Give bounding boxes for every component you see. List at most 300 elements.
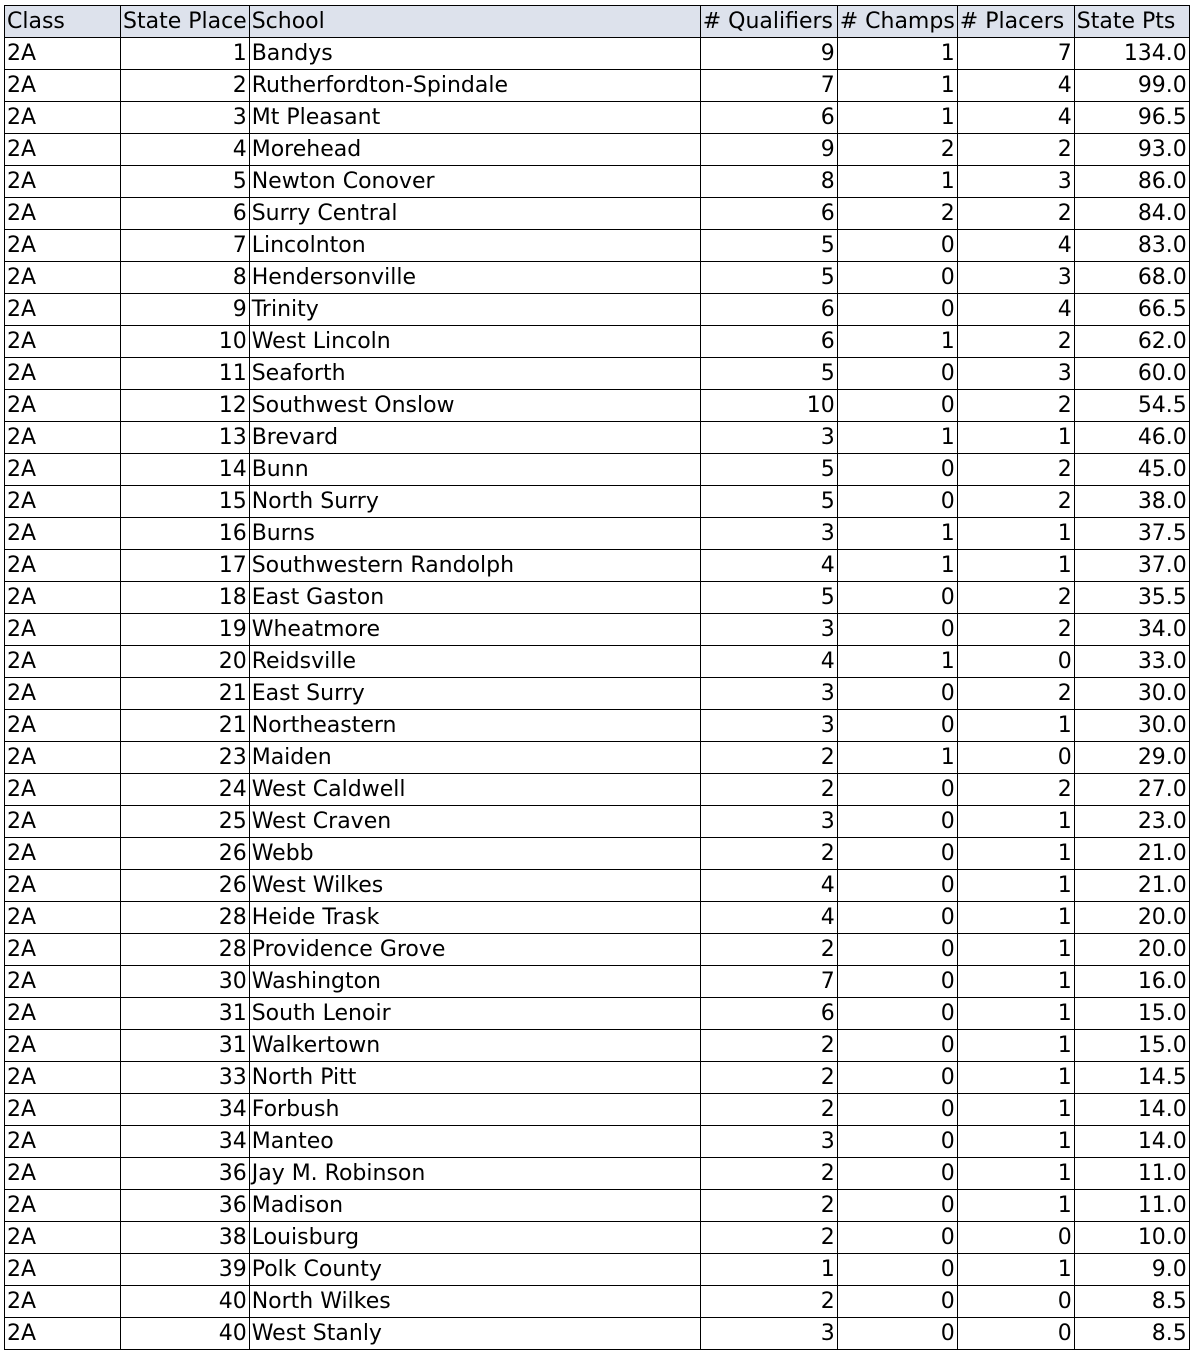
cell-qualifiers[interactable]: 7 bbox=[700, 70, 837, 102]
cell-champs[interactable]: 0 bbox=[837, 294, 957, 326]
cell-school[interactable]: North Pitt bbox=[249, 1062, 700, 1094]
cell-school[interactable]: Seaforth bbox=[249, 358, 700, 390]
cell-state-place[interactable]: 26 bbox=[121, 870, 250, 902]
cell-class[interactable]: 2A bbox=[5, 1254, 121, 1286]
cell-qualifiers[interactable]: 4 bbox=[700, 870, 837, 902]
table-row bbox=[5, 774, 1190, 806]
cell-placers[interactable]: 0 bbox=[957, 646, 1074, 678]
cell-qualifiers[interactable]: 2 bbox=[700, 742, 837, 774]
cell-class[interactable]: 2A bbox=[5, 518, 121, 550]
cell-class[interactable]: 2A bbox=[5, 390, 121, 422]
cell-state-place[interactable]: 19 bbox=[121, 614, 250, 646]
cell-school[interactable]: Southwest Onslow bbox=[249, 390, 700, 422]
cell-state-place[interactable]: 18 bbox=[121, 582, 250, 614]
cell-class[interactable]: 2A bbox=[5, 230, 121, 262]
cell-champs[interactable]: 0 bbox=[837, 870, 957, 902]
cell-state-place[interactable]: 39 bbox=[121, 1254, 250, 1286]
cell-state-pts[interactable]: 21.0 bbox=[1074, 838, 1189, 870]
cell-qualifiers[interactable]: 6 bbox=[700, 102, 837, 134]
cell-qualifiers[interactable]: 6 bbox=[700, 998, 837, 1030]
cell-school[interactable]: Wheatmore bbox=[249, 614, 700, 646]
cell-state-place[interactable]: 4 bbox=[121, 134, 250, 166]
cell-state-pts[interactable]: 96.5 bbox=[1074, 102, 1189, 134]
cell-placers[interactable]: 1 bbox=[957, 1030, 1074, 1062]
cell-class[interactable]: 2A bbox=[5, 966, 121, 998]
cell-class[interactable]: 2A bbox=[5, 1094, 121, 1126]
cell-placers[interactable]: 1 bbox=[957, 1254, 1074, 1286]
cell-qualifiers[interactable]: 2 bbox=[700, 1222, 837, 1254]
cell-state-pts[interactable]: 20.0 bbox=[1074, 902, 1189, 934]
cell-school[interactable]: West Lincoln bbox=[249, 326, 700, 358]
cell-champs[interactable]: 1 bbox=[837, 550, 957, 582]
cell-school[interactable]: East Gaston bbox=[249, 582, 700, 614]
cell-placers[interactable]: 1 bbox=[957, 710, 1074, 742]
cell-qualifiers[interactable]: 5 bbox=[700, 486, 837, 518]
cell-qualifiers[interactable]: 9 bbox=[700, 38, 837, 70]
cell-class[interactable]: 2A bbox=[5, 934, 121, 966]
cell-class[interactable]: 2A bbox=[5, 1190, 121, 1222]
cell-placers[interactable]: 0 bbox=[957, 1318, 1074, 1350]
cell-state-place[interactable]: 17 bbox=[121, 550, 250, 582]
cell-placers[interactable]: 3 bbox=[957, 358, 1074, 390]
cell-qualifiers[interactable]: 4 bbox=[700, 902, 837, 934]
cell-champs[interactable]: 0 bbox=[837, 262, 957, 294]
cell-placers[interactable]: 1 bbox=[957, 1126, 1074, 1158]
cell-state-pts[interactable]: 35.5 bbox=[1074, 582, 1189, 614]
cell-champs[interactable]: 0 bbox=[837, 582, 957, 614]
cell-school[interactable]: Heide Trask bbox=[249, 902, 700, 934]
cell-class[interactable]: 2A bbox=[5, 294, 121, 326]
cell-state-place[interactable]: 34 bbox=[121, 1094, 250, 1126]
cell-qualifiers[interactable]: 6 bbox=[700, 294, 837, 326]
cell-qualifiers[interactable]: 4 bbox=[700, 646, 837, 678]
cell-class[interactable]: 2A bbox=[5, 38, 121, 70]
cell-school[interactable]: Forbush bbox=[249, 1094, 700, 1126]
cell-placers[interactable]: 1 bbox=[957, 870, 1074, 902]
cell-class[interactable]: 2A bbox=[5, 806, 121, 838]
cell-champs[interactable]: 0 bbox=[837, 230, 957, 262]
cell-state-place[interactable]: 40 bbox=[121, 1286, 250, 1318]
cell-class[interactable]: 2A bbox=[5, 326, 121, 358]
cell-state-pts[interactable]: 83.0 bbox=[1074, 230, 1189, 262]
cell-school[interactable]: Hendersonville bbox=[249, 262, 700, 294]
header-placers[interactable]: # Placers bbox=[957, 6, 1074, 38]
cell-placers[interactable]: 1 bbox=[957, 518, 1074, 550]
cell-champs[interactable]: 1 bbox=[837, 518, 957, 550]
cell-champs[interactable]: 0 bbox=[837, 934, 957, 966]
cell-champs[interactable]: 0 bbox=[837, 1126, 957, 1158]
cell-champs[interactable]: 0 bbox=[837, 966, 957, 998]
cell-state-place[interactable]: 34 bbox=[121, 1126, 250, 1158]
cell-placers[interactable]: 1 bbox=[957, 806, 1074, 838]
cell-qualifiers[interactable]: 10 bbox=[700, 390, 837, 422]
cell-state-place[interactable]: 33 bbox=[121, 1062, 250, 1094]
cell-champs[interactable]: 1 bbox=[837, 166, 957, 198]
cell-champs[interactable]: 0 bbox=[837, 358, 957, 390]
cell-state-place[interactable]: 14 bbox=[121, 454, 250, 486]
table-row bbox=[5, 262, 1190, 294]
cell-placers[interactable]: 4 bbox=[957, 230, 1074, 262]
cell-champs[interactable]: 0 bbox=[837, 614, 957, 646]
cell-state-pts[interactable]: 45.0 bbox=[1074, 454, 1189, 486]
cell-school[interactable]: West Caldwell bbox=[249, 774, 700, 806]
cell-champs[interactable]: 0 bbox=[837, 1190, 957, 1222]
cell-placers[interactable]: 1 bbox=[957, 1190, 1074, 1222]
cell-state-pts[interactable]: 37.5 bbox=[1074, 518, 1189, 550]
cell-champs[interactable]: 1 bbox=[837, 326, 957, 358]
cell-state-place[interactable]: 36 bbox=[121, 1190, 250, 1222]
cell-school[interactable]: Madison bbox=[249, 1190, 700, 1222]
cell-class[interactable]: 2A bbox=[5, 262, 121, 294]
cell-placers[interactable]: 1 bbox=[957, 550, 1074, 582]
cell-class[interactable]: 2A bbox=[5, 1318, 121, 1350]
header-class[interactable]: Class bbox=[5, 6, 121, 38]
cell-school[interactable]: Providence Grove bbox=[249, 934, 700, 966]
cell-champs[interactable]: 2 bbox=[837, 198, 957, 230]
cell-state-place[interactable]: 6 bbox=[121, 198, 250, 230]
cell-champs[interactable]: 0 bbox=[837, 710, 957, 742]
cell-champs[interactable]: 0 bbox=[837, 1254, 957, 1286]
cell-state-place[interactable]: 11 bbox=[121, 358, 250, 390]
cell-state-pts[interactable]: 46.0 bbox=[1074, 422, 1189, 454]
cell-placers[interactable]: 4 bbox=[957, 102, 1074, 134]
cell-placers[interactable]: 3 bbox=[957, 262, 1074, 294]
cell-qualifiers[interactable]: 2 bbox=[700, 1030, 837, 1062]
cell-champs[interactable]: 0 bbox=[837, 774, 957, 806]
cell-state-pts[interactable]: 14.0 bbox=[1074, 1094, 1189, 1126]
cell-class[interactable]: 2A bbox=[5, 454, 121, 486]
cell-state-pts[interactable]: 93.0 bbox=[1074, 134, 1189, 166]
cell-state-place[interactable]: 9 bbox=[121, 294, 250, 326]
cell-champs[interactable]: 1 bbox=[837, 102, 957, 134]
cell-state-pts[interactable]: 38.0 bbox=[1074, 486, 1189, 518]
cell-qualifiers[interactable]: 2 bbox=[700, 1062, 837, 1094]
cell-qualifiers[interactable]: 2 bbox=[700, 1190, 837, 1222]
cell-state-pts[interactable]: 86.0 bbox=[1074, 166, 1189, 198]
cell-class[interactable]: 2A bbox=[5, 1062, 121, 1094]
cell-placers[interactable]: 1 bbox=[957, 902, 1074, 934]
cell-placers[interactable]: 4 bbox=[957, 294, 1074, 326]
cell-state-place[interactable]: 5 bbox=[121, 166, 250, 198]
cell-state-place[interactable]: 31 bbox=[121, 1030, 250, 1062]
cell-champs[interactable]: 0 bbox=[837, 1286, 957, 1318]
cell-state-pts[interactable]: 15.0 bbox=[1074, 1030, 1189, 1062]
cell-placers[interactable]: 1 bbox=[957, 1062, 1074, 1094]
cell-placers[interactable]: 3 bbox=[957, 166, 1074, 198]
cell-champs[interactable]: 0 bbox=[837, 902, 957, 934]
cell-school[interactable]: Washington bbox=[249, 966, 700, 998]
cell-school[interactable]: Northeastern bbox=[249, 710, 700, 742]
cell-champs[interactable]: 0 bbox=[837, 486, 957, 518]
cell-state-pts[interactable]: 60.0 bbox=[1074, 358, 1189, 390]
cell-qualifiers[interactable]: 2 bbox=[700, 774, 837, 806]
cell-qualifiers[interactable]: 3 bbox=[700, 710, 837, 742]
cell-class[interactable]: 2A bbox=[5, 422, 121, 454]
cell-state-place[interactable]: 38 bbox=[121, 1222, 250, 1254]
cell-class[interactable]: 2A bbox=[5, 198, 121, 230]
cell-qualifiers[interactable]: 7 bbox=[700, 966, 837, 998]
cell-state-pts[interactable]: 10.0 bbox=[1074, 1222, 1189, 1254]
cell-class[interactable]: 2A bbox=[5, 838, 121, 870]
cell-state-pts[interactable]: 34.0 bbox=[1074, 614, 1189, 646]
cell-school[interactable]: East Surry bbox=[249, 678, 700, 710]
cell-placers[interactable]: 2 bbox=[957, 678, 1074, 710]
cell-state-pts[interactable]: 23.0 bbox=[1074, 806, 1189, 838]
cell-state-place[interactable]: 28 bbox=[121, 902, 250, 934]
cell-state-pts[interactable]: 15.0 bbox=[1074, 998, 1189, 1030]
cell-school[interactable]: Webb bbox=[249, 838, 700, 870]
cell-state-pts[interactable]: 27.0 bbox=[1074, 774, 1189, 806]
cell-state-pts[interactable]: 68.0 bbox=[1074, 262, 1189, 294]
cell-placers[interactable]: 1 bbox=[957, 1094, 1074, 1126]
cell-champs[interactable]: 1 bbox=[837, 742, 957, 774]
cell-state-pts[interactable]: 11.0 bbox=[1074, 1158, 1189, 1190]
cell-state-place[interactable]: 7 bbox=[121, 230, 250, 262]
cell-placers[interactable]: 1 bbox=[957, 998, 1074, 1030]
cell-school[interactable]: West Stanly bbox=[249, 1318, 700, 1350]
cell-class[interactable]: 2A bbox=[5, 774, 121, 806]
cell-qualifiers[interactable]: 3 bbox=[700, 1126, 837, 1158]
cell-state-place[interactable]: 28 bbox=[121, 934, 250, 966]
cell-state-place[interactable]: 30 bbox=[121, 966, 250, 998]
table-row bbox=[5, 742, 1190, 774]
cell-champs[interactable]: 0 bbox=[837, 1158, 957, 1190]
cell-school[interactable]: Brevard bbox=[249, 422, 700, 454]
cell-school[interactable]: Louisburg bbox=[249, 1222, 700, 1254]
table-row bbox=[5, 1158, 1190, 1190]
header-champs[interactable]: # Champs bbox=[837, 6, 957, 38]
cell-placers[interactable]: 4 bbox=[957, 70, 1074, 102]
cell-state-place[interactable]: 13 bbox=[121, 422, 250, 454]
cell-school[interactable]: Trinity bbox=[249, 294, 700, 326]
cell-state-place[interactable]: 31 bbox=[121, 998, 250, 1030]
cell-placers[interactable]: 1 bbox=[957, 422, 1074, 454]
cell-qualifiers[interactable]: 9 bbox=[700, 134, 837, 166]
cell-qualifiers[interactable]: 2 bbox=[700, 1158, 837, 1190]
cell-class[interactable]: 2A bbox=[5, 1158, 121, 1190]
cell-school[interactable]: Polk County bbox=[249, 1254, 700, 1286]
cell-school[interactable]: Rutherfordton-Spindale bbox=[249, 70, 700, 102]
cell-state-pts[interactable]: 14.0 bbox=[1074, 1126, 1189, 1158]
cell-champs[interactable]: 0 bbox=[837, 838, 957, 870]
cell-school[interactable]: Surry Central bbox=[249, 198, 700, 230]
cell-state-place[interactable]: 20 bbox=[121, 646, 250, 678]
cell-champs[interactable]: 0 bbox=[837, 454, 957, 486]
cell-state-place[interactable]: 24 bbox=[121, 774, 250, 806]
cell-state-place[interactable]: 40 bbox=[121, 1318, 250, 1350]
cell-school[interactable]: Lincolnton bbox=[249, 230, 700, 262]
cell-champs[interactable]: 1 bbox=[837, 422, 957, 454]
cell-state-pts[interactable]: 37.0 bbox=[1074, 550, 1189, 582]
cell-state-pts[interactable]: 21.0 bbox=[1074, 870, 1189, 902]
cell-state-place[interactable]: 8 bbox=[121, 262, 250, 294]
cell-state-place[interactable]: 23 bbox=[121, 742, 250, 774]
cell-school[interactable]: Morehead bbox=[249, 134, 700, 166]
cell-class[interactable]: 2A bbox=[5, 550, 121, 582]
cell-champs[interactable]: 0 bbox=[837, 1318, 957, 1350]
cell-placers[interactable]: 1 bbox=[957, 966, 1074, 998]
cell-state-pts[interactable]: 8.5 bbox=[1074, 1318, 1189, 1350]
cell-state-pts[interactable]: 99.0 bbox=[1074, 70, 1189, 102]
cell-state-place[interactable]: 3 bbox=[121, 102, 250, 134]
cell-state-pts[interactable]: 20.0 bbox=[1074, 934, 1189, 966]
cell-champs[interactable]: 1 bbox=[837, 70, 957, 102]
cell-school[interactable]: South Lenoir bbox=[249, 998, 700, 1030]
header-state-place[interactable]: State Place bbox=[121, 6, 250, 38]
cell-state-pts[interactable]: 62.0 bbox=[1074, 326, 1189, 358]
cell-champs[interactable]: 0 bbox=[837, 1062, 957, 1094]
cell-qualifiers[interactable]: 5 bbox=[700, 582, 837, 614]
header-school[interactable]: School bbox=[249, 6, 700, 38]
cell-qualifiers[interactable]: 8 bbox=[700, 166, 837, 198]
cell-champs[interactable]: 0 bbox=[837, 390, 957, 422]
cell-school[interactable]: Maiden bbox=[249, 742, 700, 774]
cell-placers[interactable]: 0 bbox=[957, 1286, 1074, 1318]
cell-placers[interactable]: 2 bbox=[957, 582, 1074, 614]
cell-champs[interactable]: 0 bbox=[837, 678, 957, 710]
cell-class[interactable]: 2A bbox=[5, 166, 121, 198]
cell-school[interactable]: Bandys bbox=[249, 38, 700, 70]
table-row bbox=[5, 134, 1190, 166]
cell-placers[interactable]: 0 bbox=[957, 742, 1074, 774]
cell-state-pts[interactable]: 16.0 bbox=[1074, 966, 1189, 998]
cell-class[interactable]: 2A bbox=[5, 742, 121, 774]
cell-state-pts[interactable]: 54.5 bbox=[1074, 390, 1189, 422]
cell-state-pts[interactable]: 84.0 bbox=[1074, 198, 1189, 230]
cell-placers[interactable]: 2 bbox=[957, 454, 1074, 486]
cell-state-place[interactable]: 36 bbox=[121, 1158, 250, 1190]
cell-state-place[interactable]: 21 bbox=[121, 678, 250, 710]
cell-champs[interactable]: 0 bbox=[837, 1094, 957, 1126]
cell-school[interactable]: Reidsville bbox=[249, 646, 700, 678]
cell-state-place[interactable]: 2 bbox=[121, 70, 250, 102]
cell-state-place[interactable]: 1 bbox=[121, 38, 250, 70]
cell-class[interactable]: 2A bbox=[5, 646, 121, 678]
cell-state-place[interactable]: 25 bbox=[121, 806, 250, 838]
cell-state-pts[interactable]: 14.5 bbox=[1074, 1062, 1189, 1094]
cell-class[interactable]: 2A bbox=[5, 582, 121, 614]
cell-qualifiers[interactable]: 5 bbox=[700, 454, 837, 486]
cell-state-place[interactable]: 10 bbox=[121, 326, 250, 358]
cell-placers[interactable]: 2 bbox=[957, 486, 1074, 518]
cell-state-pts[interactable]: 134.0 bbox=[1074, 38, 1189, 70]
cell-champs[interactable]: 2 bbox=[837, 134, 957, 166]
cell-qualifiers[interactable]: 3 bbox=[700, 518, 837, 550]
cell-class[interactable]: 2A bbox=[5, 1222, 121, 1254]
cell-qualifiers[interactable]: 5 bbox=[700, 262, 837, 294]
cell-placers[interactable]: 2 bbox=[957, 614, 1074, 646]
cell-champs[interactable]: 1 bbox=[837, 646, 957, 678]
cell-placers[interactable]: 2 bbox=[957, 198, 1074, 230]
cell-placers[interactable]: 1 bbox=[957, 1158, 1074, 1190]
cell-qualifiers[interactable]: 2 bbox=[700, 934, 837, 966]
cell-class[interactable]: 2A bbox=[5, 1286, 121, 1318]
cell-qualifiers[interactable]: 1 bbox=[700, 1254, 837, 1286]
cell-champs[interactable]: 0 bbox=[837, 998, 957, 1030]
cell-state-pts[interactable]: 30.0 bbox=[1074, 710, 1189, 742]
cell-class[interactable]: 2A bbox=[5, 486, 121, 518]
cell-school[interactable]: Bunn bbox=[249, 454, 700, 486]
cell-state-pts[interactable]: 29.0 bbox=[1074, 742, 1189, 774]
cell-school[interactable]: Manteo bbox=[249, 1126, 700, 1158]
cell-qualifiers[interactable]: 2 bbox=[700, 1094, 837, 1126]
cell-state-place[interactable]: 12 bbox=[121, 390, 250, 422]
cell-placers[interactable]: 2 bbox=[957, 326, 1074, 358]
cell-school[interactable]: Mt Pleasant bbox=[249, 102, 700, 134]
cell-state-pts[interactable]: 9.0 bbox=[1074, 1254, 1189, 1286]
cell-class[interactable]: 2A bbox=[5, 710, 121, 742]
cell-qualifiers[interactable]: 5 bbox=[700, 358, 837, 390]
cell-school[interactable]: Newton Conover bbox=[249, 166, 700, 198]
cell-qualifiers[interactable]: 3 bbox=[700, 614, 837, 646]
cell-qualifiers[interactable]: 3 bbox=[700, 678, 837, 710]
cell-class[interactable]: 2A bbox=[5, 678, 121, 710]
cell-class[interactable]: 2A bbox=[5, 358, 121, 390]
cell-state-place[interactable]: 21 bbox=[121, 710, 250, 742]
cell-qualifiers[interactable]: 2 bbox=[700, 838, 837, 870]
cell-placers[interactable]: 2 bbox=[957, 390, 1074, 422]
table-row bbox=[5, 166, 1190, 198]
cell-class[interactable]: 2A bbox=[5, 134, 121, 166]
cell-class[interactable]: 2A bbox=[5, 614, 121, 646]
cell-placers[interactable]: 2 bbox=[957, 134, 1074, 166]
cell-placers[interactable]: 1 bbox=[957, 838, 1074, 870]
cell-school[interactable]: Jay M. Robinson bbox=[249, 1158, 700, 1190]
cell-placers[interactable]: 1 bbox=[957, 934, 1074, 966]
cell-school[interactable]: West Craven bbox=[249, 806, 700, 838]
cell-state-place[interactable]: 16 bbox=[121, 518, 250, 550]
cell-school[interactable]: West Wilkes bbox=[249, 870, 700, 902]
cell-qualifiers[interactable]: 3 bbox=[700, 1318, 837, 1350]
cell-champs[interactable]: 1 bbox=[837, 38, 957, 70]
cell-class[interactable]: 2A bbox=[5, 998, 121, 1030]
cell-class[interactable]: 2A bbox=[5, 1126, 121, 1158]
header-state-pts[interactable]: State Pts bbox=[1074, 6, 1189, 38]
cell-class[interactable]: 2A bbox=[5, 1030, 121, 1062]
cell-school[interactable]: North Wilkes bbox=[249, 1286, 700, 1318]
cell-qualifiers[interactable]: 3 bbox=[700, 422, 837, 454]
header-qualifiers[interactable]: # Qualifiers bbox=[700, 6, 837, 38]
cell-placers[interactable]: 7 bbox=[957, 38, 1074, 70]
cell-state-pts[interactable]: 11.0 bbox=[1074, 1190, 1189, 1222]
cell-state-pts[interactable]: 66.5 bbox=[1074, 294, 1189, 326]
cell-placers[interactable]: 2 bbox=[957, 774, 1074, 806]
cell-school[interactable]: Walkertown bbox=[249, 1030, 700, 1062]
cell-qualifiers[interactable]: 4 bbox=[700, 550, 837, 582]
cell-qualifiers[interactable]: 2 bbox=[700, 1286, 837, 1318]
cell-qualifiers[interactable]: 3 bbox=[700, 806, 837, 838]
cell-qualifiers[interactable]: 5 bbox=[700, 230, 837, 262]
cell-state-pts[interactable]: 30.0 bbox=[1074, 678, 1189, 710]
cell-class[interactable]: 2A bbox=[5, 902, 121, 934]
cell-state-place[interactable]: 15 bbox=[121, 486, 250, 518]
cell-school[interactable]: Southwestern Randolph bbox=[249, 550, 700, 582]
cell-state-pts[interactable]: 8.5 bbox=[1074, 1286, 1189, 1318]
cell-qualifiers[interactable]: 6 bbox=[700, 198, 837, 230]
cell-class[interactable]: 2A bbox=[5, 870, 121, 902]
cell-class[interactable]: 2A bbox=[5, 70, 121, 102]
cell-state-place[interactable]: 26 bbox=[121, 838, 250, 870]
cell-qualifiers[interactable]: 6 bbox=[700, 326, 837, 358]
cell-placers[interactable]: 0 bbox=[957, 1222, 1074, 1254]
cell-class[interactable]: 2A bbox=[5, 102, 121, 134]
cell-state-pts[interactable]: 33.0 bbox=[1074, 646, 1189, 678]
cell-champs[interactable]: 0 bbox=[837, 806, 957, 838]
cell-school[interactable]: North Surry bbox=[249, 486, 700, 518]
cell-champs[interactable]: 0 bbox=[837, 1030, 957, 1062]
cell-school[interactable]: Burns bbox=[249, 518, 700, 550]
cell-champs[interactable]: 0 bbox=[837, 1222, 957, 1254]
